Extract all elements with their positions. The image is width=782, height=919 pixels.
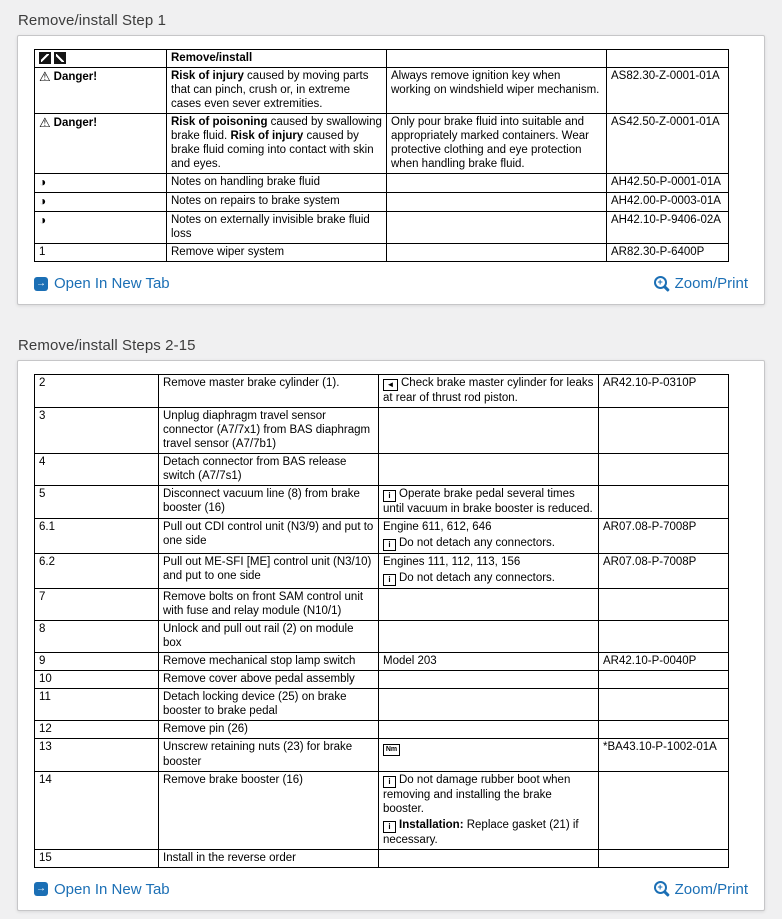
- table-row-step: [35, 554, 729, 589]
- cell-label: [35, 174, 167, 193]
- cell-note: [379, 554, 599, 589]
- note-line: [383, 520, 594, 534]
- cell-label: [35, 68, 167, 114]
- instruction-text: Unscrew retaining nuts (23) for brake booster: [163, 741, 353, 768]
- cell-note: [379, 849, 599, 867]
- instruction-text: Pull out CDI control unit (N3/9) and put to one side: [163, 521, 374, 548]
- document-code: AH42.10-P-9406-02A: [611, 214, 721, 227]
- column-header: Remove/install: [171, 52, 253, 64]
- cell-code: [599, 375, 729, 408]
- cell-code: [599, 721, 729, 739]
- card-footer: [34, 275, 748, 292]
- cell-pictograms: [35, 50, 167, 68]
- card-steps-2-15: [17, 360, 765, 910]
- table-row-step: [35, 589, 729, 621]
- zoom-print-link[interactable]: [654, 275, 748, 292]
- cell-code: [599, 621, 729, 653]
- procedure-table-steps-2-15: [34, 374, 729, 867]
- note-text: Engines 111, 112, 113, 156: [383, 556, 521, 569]
- document-code: *BA43.10-P-1002-01A: [603, 741, 717, 754]
- step-number: 3: [39, 410, 46, 423]
- cell-label: [35, 212, 167, 244]
- zoom-print-link[interactable]: [654, 881, 748, 898]
- danger-label: Danger!: [53, 117, 98, 130]
- table-row-danger-2: [35, 114, 729, 174]
- cell-code: [599, 554, 729, 589]
- table-row-step: [35, 621, 729, 653]
- cell-step-number: [35, 486, 159, 519]
- cell-step-number: [35, 653, 159, 671]
- table-row-step: [35, 671, 729, 689]
- cell-note: [379, 454, 599, 486]
- cell-instruction: [159, 408, 379, 454]
- step-number: 14: [39, 773, 52, 786]
- cell-step-number: [35, 519, 159, 554]
- table-row-step: [35, 721, 729, 739]
- instruction-text: Notes on repairs to brake system: [171, 195, 340, 208]
- cell-label: [35, 114, 167, 174]
- cell-note: [387, 68, 607, 114]
- risk-bold-text: Risk of injury: [171, 70, 244, 83]
- cell-step-number: [35, 849, 159, 867]
- document-code: AR07.08-P-7008P: [603, 521, 697, 534]
- cell-instruction: [167, 174, 387, 193]
- note-line: [383, 571, 594, 586]
- step-number: 4: [39, 456, 46, 469]
- instruction-text: Remove brake booster (16): [163, 773, 303, 786]
- warning-triangle-icon: ⚠: [39, 115, 51, 131]
- cell-code: [599, 653, 729, 671]
- cell-code: [599, 689, 729, 721]
- cell-instruction: [159, 739, 379, 771]
- cell-note: [387, 193, 607, 212]
- cell-step-number: [35, 589, 159, 621]
- instruction-text: Unplug diaphragm travel sensor connector (A7/7x1) from BAS diaphragm travel sensor (A7/7b1): [163, 410, 371, 451]
- note-line: [383, 536, 594, 551]
- step-number: 6.1: [39, 521, 55, 534]
- step-number: 9: [39, 655, 46, 668]
- table-row-step: [35, 408, 729, 454]
- open-in-new-tab-icon: →: [36, 277, 46, 289]
- warning-triangle-icon: ⚠: [39, 69, 51, 85]
- table-row-step: [35, 653, 729, 671]
- cell-instruction: [159, 554, 379, 589]
- document-code: AR07.08-P-7008P: [603, 556, 697, 569]
- cell-code: [607, 68, 729, 114]
- instruction-text: Detach locking device (25) on brake booster to brake pedal: [163, 691, 347, 718]
- cell-step-number: [35, 408, 159, 454]
- cell-code: [607, 193, 729, 212]
- cell-step-number: [35, 689, 159, 721]
- step-number: 2: [39, 377, 46, 390]
- zoom-plus-glyph: +: [654, 881, 667, 894]
- step-number: 11: [39, 691, 51, 704]
- cell-instruction: [167, 68, 387, 114]
- cell-note: [387, 114, 607, 174]
- note-text: Do not detach any connectors.: [399, 537, 555, 550]
- cell-note: [379, 375, 599, 408]
- zoom-print-label: Zoom/Print: [674, 880, 748, 898]
- cell-code: [599, 771, 729, 849]
- cell-step-number: [35, 721, 159, 739]
- cell-instruction: [159, 621, 379, 653]
- cell-header: [167, 50, 387, 68]
- cell-instruction: [159, 454, 379, 486]
- cell-code: [599, 849, 729, 867]
- illustration-pointer-icon: ◄: [383, 379, 398, 391]
- table-row-step: [35, 519, 729, 554]
- cell-step-number: [35, 375, 159, 408]
- cell-step-number: [35, 739, 159, 771]
- cell-instruction: [159, 671, 379, 689]
- pictogram-icon-2: [54, 52, 66, 64]
- table-row-step: [35, 454, 729, 486]
- cell-code: [599, 671, 729, 689]
- cell-step-number: [35, 554, 159, 589]
- note-line: [383, 555, 594, 569]
- cell-instruction: [159, 849, 379, 867]
- card-step-1: [17, 35, 765, 305]
- cell-note: [379, 771, 599, 849]
- cell-instruction: [159, 486, 379, 519]
- table-row-step: [35, 689, 729, 721]
- instruction-text: Install in the reverse order: [163, 851, 296, 864]
- cell-code: [599, 519, 729, 554]
- table-row-note: [35, 193, 729, 212]
- info-icon: i: [383, 776, 396, 788]
- info-icon: i: [383, 574, 396, 586]
- zoom-magnifier-icon: [654, 881, 670, 897]
- cell-step-number: [35, 671, 159, 689]
- table-row-note: [35, 212, 729, 244]
- cell-note: [387, 212, 607, 244]
- section-steps-2-15: [17, 337, 765, 910]
- cell-label: [35, 193, 167, 212]
- cell-code: [599, 739, 729, 771]
- note-text: Operate brake pedal several times until vacuum in brake booster is reduced.: [383, 488, 593, 516]
- document-code: AS82.30-Z-0001-01A: [611, 70, 720, 83]
- note-text: Engine 611, 612, 646: [383, 521, 492, 534]
- cell-note: [379, 653, 599, 671]
- risk-text: caused by brake fluid coming into contact with skin and eyes.: [171, 130, 374, 171]
- zoom-print-label: Zoom/Print: [674, 275, 748, 293]
- info-icon: i: [383, 821, 396, 833]
- instruction-text: Detach connector from BAS release switch (A7/7s1): [163, 456, 347, 483]
- danger-label: Danger!: [53, 71, 98, 84]
- note-line: [383, 773, 594, 816]
- info-icon: i: [383, 490, 396, 502]
- procedure-table-step-1: [34, 49, 729, 262]
- cell-empty: [387, 50, 607, 68]
- cell-code: [607, 244, 729, 262]
- note-text: Check brake master cylinder for leaks at rear of thrust rod piston.: [383, 377, 594, 405]
- instruction-text: Notes on handling brake fluid: [171, 176, 320, 189]
- card-footer: [34, 881, 748, 898]
- table-row-step: [35, 486, 729, 519]
- cell-instruction: [167, 212, 387, 244]
- instruction-text: Remove cover above pedal assembly: [163, 673, 355, 686]
- table-row-step: [35, 244, 729, 262]
- table-row-step: [35, 771, 729, 849]
- cell-code: [607, 174, 729, 193]
- cell-code: [599, 454, 729, 486]
- cell-note: [379, 589, 599, 621]
- risk-bold-text: Risk of injury: [230, 130, 304, 143]
- risk-text: caused by swallowing brake fluid.: [171, 116, 382, 143]
- table-header-row: [35, 50, 729, 68]
- note-text: Model 203: [383, 655, 437, 668]
- note-text: Always remove ignition key when working on windshield wiper mechanism.: [391, 70, 600, 97]
- cell-instruction: [167, 244, 387, 262]
- cell-note: [379, 671, 599, 689]
- step-number: 13: [39, 741, 52, 754]
- cell-code: [599, 589, 729, 621]
- note-text: Only pour brake fluid into suitable and appropriately marked containers. Wear protective clothing and eye protection when handling brake fluid.: [391, 116, 589, 171]
- section-title: Remove/install Step 1: [18, 12, 167, 29]
- document-code: AR42.10-P-0040P: [603, 655, 697, 668]
- document-code: AH42.00-P-0003-01A: [611, 195, 721, 208]
- open-in-new-tab-icon: →: [36, 883, 46, 895]
- document-code: AR42.10-P-0310P: [603, 377, 697, 390]
- instruction-text: Unlock and pull out rail (2) on module box: [163, 623, 354, 650]
- instruction-text: Remove bolts on front SAM control unit with fuse and relay module (N10/1): [163, 591, 364, 618]
- risk-bold-text: Risk of poisoning: [171, 116, 268, 129]
- cell-code: [607, 114, 729, 174]
- step-number: 10: [39, 673, 52, 686]
- table-row-note: [35, 174, 729, 193]
- document-code: AH42.50-P-0001-01A: [611, 176, 721, 189]
- torque-nm-icon: Nm: [383, 744, 400, 756]
- cell-note: [379, 721, 599, 739]
- instruction-text: Remove wiper system: [171, 246, 285, 259]
- step-number: 1: [39, 246, 46, 259]
- cell-code: [599, 486, 729, 519]
- zoom-plus-glyph: +: [654, 276, 667, 289]
- cell-step-number: [35, 454, 159, 486]
- note-bold-text: Installation:: [399, 818, 464, 831]
- instruction-text: Notes on externally invisible brake fluid loss: [171, 214, 370, 241]
- section-title: Remove/install Steps 2-15: [18, 337, 196, 355]
- zoom-magnifier-icon: [654, 276, 670, 292]
- cell-note: [379, 689, 599, 721]
- document-code: AR82.30-P-6400P: [611, 246, 705, 259]
- cell-empty: [607, 50, 729, 68]
- instruction-text: Remove mechanical stop lamp switch: [163, 655, 356, 668]
- note-circle-icon: ◑: [39, 175, 47, 190]
- step-number: 12: [39, 723, 52, 736]
- cell-instruction: [167, 114, 387, 174]
- open-in-new-tab-link[interactable]: [34, 881, 170, 898]
- instruction-text: Remove pin (26): [163, 723, 249, 736]
- pictogram-icon-1: [39, 52, 51, 64]
- step-number: 7: [39, 591, 46, 604]
- cell-note: [387, 244, 607, 262]
- cell-instruction: [159, 589, 379, 621]
- cell-step-number: [35, 621, 159, 653]
- table-row-step: [35, 375, 729, 408]
- cell-instruction: [167, 193, 387, 212]
- info-icon: i: [383, 539, 396, 551]
- cell-code: [607, 212, 729, 244]
- note-text: Replace gasket (21) if necessary.: [383, 818, 579, 846]
- note-text: Do not detach any connectors.: [399, 572, 555, 585]
- risk-text: caused by moving parts that can pinch, crush or, in extreme cases even sever extremities.: [171, 70, 369, 111]
- cell-instruction: [159, 771, 379, 849]
- note-text: Do not damage rubber boot when removing and installing the brake booster.: [383, 773, 571, 815]
- open-in-new-tab-label: Open In New Tab: [54, 880, 170, 898]
- step-number: 15: [39, 851, 52, 864]
- cell-note: [379, 486, 599, 519]
- section-step-1: [17, 12, 765, 305]
- step-number: 6.2: [39, 556, 55, 569]
- cell-instruction: [159, 375, 379, 408]
- table-row-step: [35, 739, 729, 771]
- cell-note: [387, 174, 607, 193]
- cell-note: [379, 739, 599, 771]
- table-row-step: [35, 849, 729, 867]
- step-number: 5: [39, 488, 46, 501]
- note-circle-icon: ◑: [39, 194, 47, 209]
- cell-note: [379, 408, 599, 454]
- document-code: AS42.50-Z-0001-01A: [611, 116, 720, 129]
- cell-step-number: [35, 244, 167, 262]
- cell-instruction: [159, 689, 379, 721]
- note-line: [383, 818, 594, 847]
- cell-instruction: [159, 721, 379, 739]
- cell-step-number: [35, 771, 159, 849]
- cell-note: [379, 621, 599, 653]
- cell-instruction: [159, 519, 379, 554]
- instruction-text: Remove master brake cylinder (1).: [163, 377, 340, 390]
- table-row-danger-1: [35, 68, 729, 114]
- cell-code: [599, 408, 729, 454]
- instruction-text: Disconnect vacuum line (8) from brake booster (16): [163, 488, 360, 515]
- note-circle-icon: ◑: [39, 213, 47, 228]
- cell-note: [379, 519, 599, 554]
- instruction-text: Pull out ME-SFI [ME] control unit (N3/10) and put to one side: [163, 556, 372, 583]
- step-number: 8: [39, 623, 46, 636]
- cell-instruction: [159, 653, 379, 671]
- open-in-new-tab-link[interactable]: [34, 275, 170, 292]
- open-in-new-tab-label: Open In New Tab: [54, 275, 170, 293]
